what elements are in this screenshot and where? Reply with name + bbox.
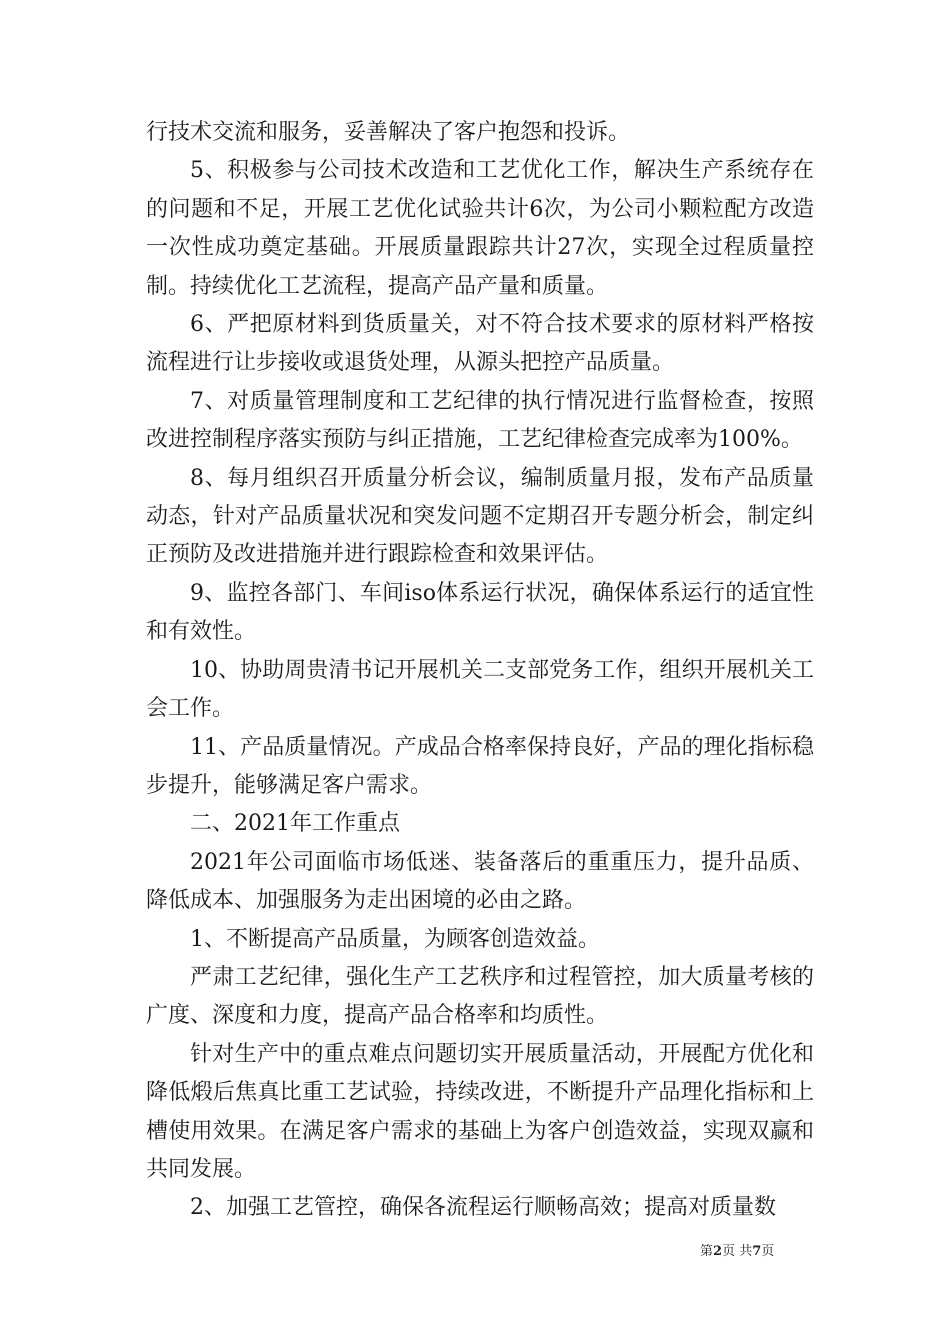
paragraph-13: 针对生产中的重点难点问题切实开展质量活动，开展配方优化和降低煅后焦真比重工艺试验，持续改进，不断提升产品理化指标和上槽使用效果。在满足客户需求的基础上为客户创造效益，实现双赢和共同发展。 — [146, 1041, 814, 1182]
footer-suffix: 页 — [761, 1244, 775, 1259]
total-pages-number: 7 — [752, 1244, 762, 1259]
paragraph-8: 11、产品质量情况。产成品合格率保持良好，产品的理化指标稳步提升，能够满足客户需求。 — [146, 734, 814, 798]
section-heading: 二、2021年工作重点 — [190, 811, 400, 837]
paragraph-10: 2021年公司面临市场低迷、装备落后的重重压力，提升品质、降低成本、加强服务为走出困境的必由之路。 — [146, 849, 814, 914]
paragraph-2: 5、积极参与公司技术改造和工艺优化工作，解决生产系统存在的问题和不足，开展工艺优化试验共计6次，为公司小颗粒配方改造一次性成功奠定基础。开展质量跟踪共计27次，实现全过程质量控制。持续优化工艺流程，提高产品产量和质量。 — [146, 158, 814, 299]
paragraph-6: 9、监控各部门、车间iso体系运行状况，确保体系运行的适宜性和有效性。 — [146, 580, 814, 645]
paragraph-1: 行技术交流和服务，妥善解决了客户抱怨和投诉。 — [146, 120, 631, 145]
paragraph-3: 6、严把原材料到货质量关，对不符合技术要求的原材料严格按流程进行让步接收或退货处理，从源头把控产品质量。 — [146, 312, 814, 376]
footer-middle: 页 共 — [722, 1244, 753, 1259]
document-body — [146, 114, 814, 1228]
page-number-footer — [700, 1243, 820, 1261]
paragraph-12: 严肃工艺纪律，强化生产工艺秩序和过程管控，加大质量考核的广度、深度和力度，提高产品合格率和均质性。 — [146, 964, 814, 1029]
paragraph-14: 2、加强工艺管控，确保各流程运行顺畅高效；提高对质量数 — [190, 1195, 776, 1221]
current-page-number: 2 — [713, 1244, 723, 1259]
paragraph-5: 8、每月组织召开质量分析会议，编制质量月报，发布产品质量动态，针对产品质量状况和突发问题不定期召开专题分析会，制定纠正预防及改进措施并进行跟踪检查和效果评估。 — [146, 465, 814, 568]
paragraph-11: 1、不断提高产品质量，为顾客创造效益。 — [190, 926, 600, 952]
paragraph-7: 10、协助周贵清书记开展机关二支部党务工作，组织开展机关工会工作。 — [146, 657, 814, 722]
paragraph-4: 7、对质量管理制度和工艺纪律的执行情况进行监督检查，按照改进控制程序落实预防与纠正措施，工艺纪律检查完成率为100%。 — [146, 388, 814, 453]
footer-prefix: 第 — [700, 1244, 714, 1259]
